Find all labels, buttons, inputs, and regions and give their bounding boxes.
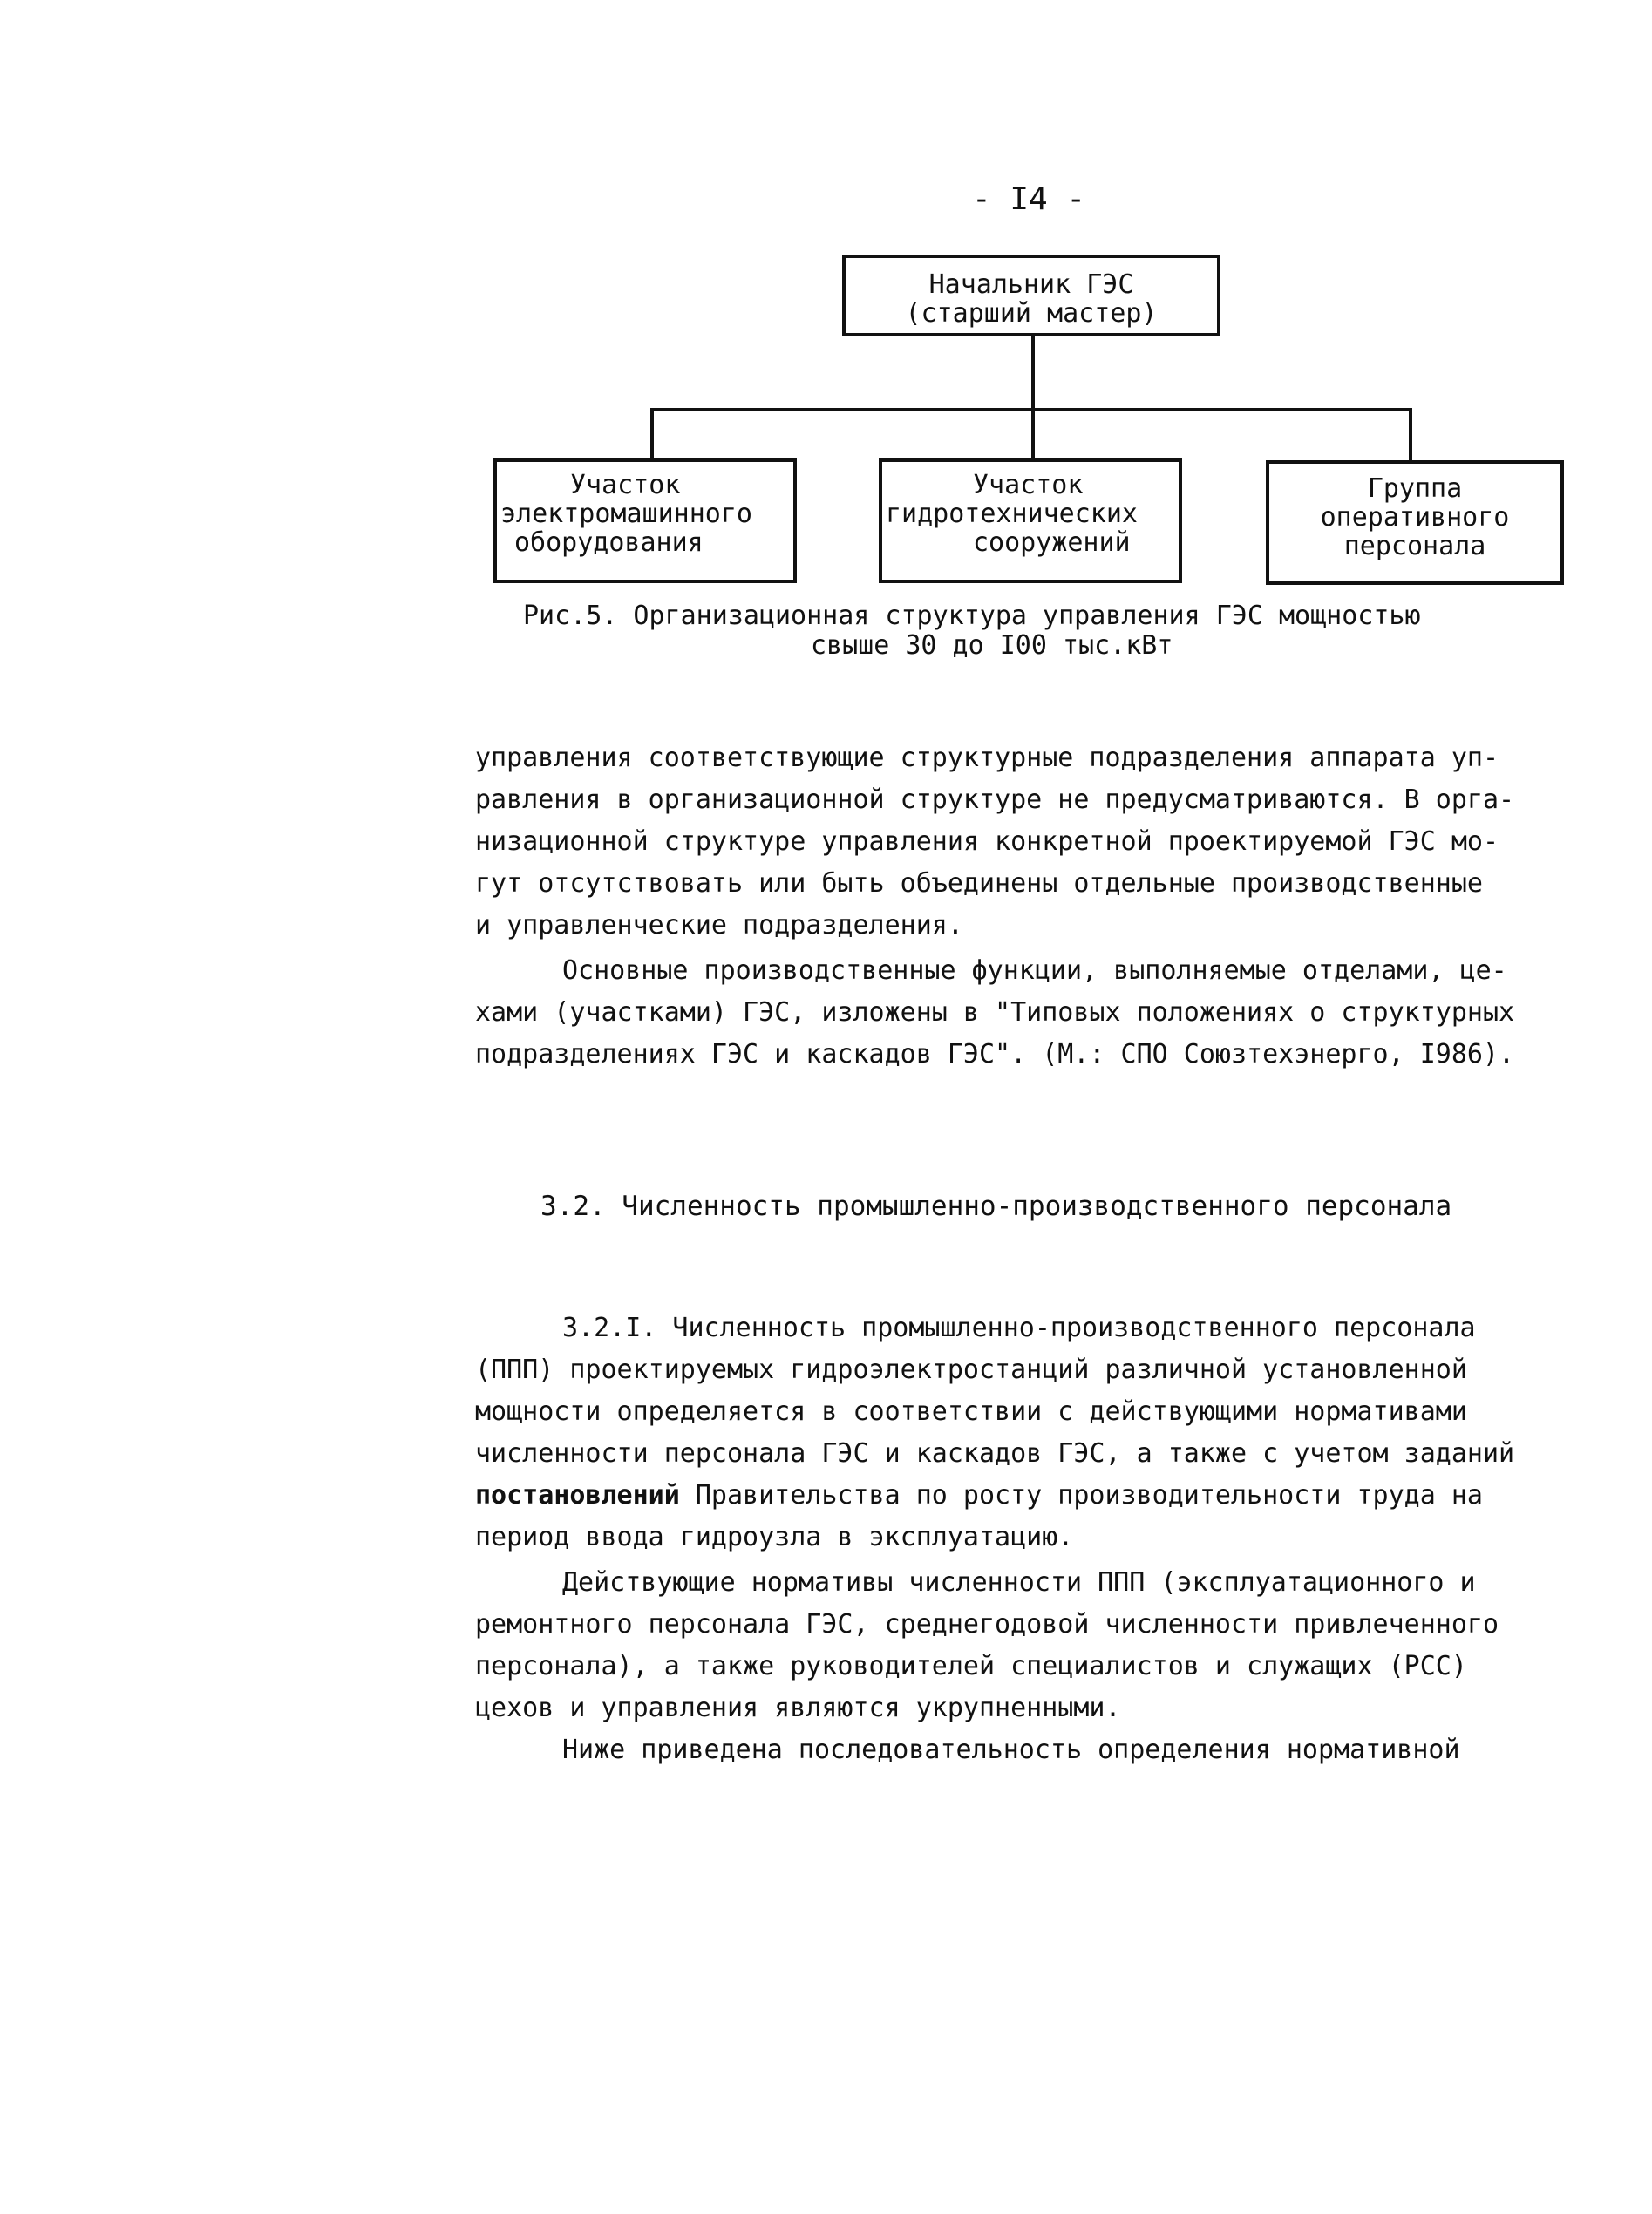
paragraph-1-line: гут отсутствовать или быть объединены отдельные производственные (475, 868, 1483, 899)
paragraph-3 (475, 1307, 1556, 1559)
org-box-hydrotechnical-line3: сооружений (973, 527, 1131, 558)
paragraph-4-line: Действующие нормативы численности ППП (эксплуатационного и (562, 1567, 1476, 1598)
org-box-hydrotechnical (879, 458, 1182, 583)
org-box-hydrotechnical-line2: гидротехнических (886, 499, 1138, 529)
org-box-operational (1266, 460, 1564, 585)
paragraph-2-line: подразделениях ГЭС и каскадов ГЭС". (М.: СПО Союзтехэнерго, I986). (475, 1039, 1515, 1070)
paragraph-1-line: равления в организационной структуре не предусматриваются. В орга- (475, 784, 1515, 815)
paragraph-3-bold-word: постановлений (475, 1480, 680, 1511)
paragraph-2-line: хами (участками) ГЭС, изложены в "Типовых положениях о структурных (475, 997, 1515, 1028)
paragraph-2 (475, 950, 1556, 1076)
paragraph-4-line: цехов и управления являются укрупненными. (475, 1693, 1121, 1723)
paragraph-1 (475, 737, 1556, 947)
paragraph-3-line: 3.2.I. Численность промышленно-производственного персонала (562, 1313, 1476, 1343)
paragraph-5-line: Ниже приведена последовательность определения нормативной (562, 1735, 1460, 1765)
org-box-electromechanical-line3: оборудования (514, 527, 704, 558)
page-number: - I4 - (971, 181, 1086, 217)
paragraph-1-line: управления соответствующие структурные подразделения аппарата уп- (475, 743, 1499, 773)
org-box-electromechanical-line1: Участок (570, 470, 681, 500)
paragraph-2-line: Основные производственные функции, выполняемые отделами, це- (562, 955, 1507, 986)
paragraph-3-line: (ППП) проектируемых гидроэлектростанций различной установленной (475, 1355, 1467, 1385)
paragraph-1-line: низационной структуре управления конкретной проектируемой ГЭС мо- (475, 826, 1499, 857)
org-box-hydrotechnical-line1: Участок (973, 470, 1084, 500)
paragraph-3-line: мощности определяется в соответствии с действующими нормативами (475, 1396, 1467, 1427)
org-box-electromechanical (493, 458, 797, 583)
paragraph-3-line5-rest: Правительства по росту производительности труда на (679, 1480, 1483, 1511)
paragraph-4 (475, 1562, 1556, 1729)
paragraph-3-line: численности персонала ГЭС и каскадов ГЭС, а также с учетом заданий (475, 1438, 1515, 1469)
org-chart-connectors (0, 0, 1652, 697)
org-box-operational-line3: персонала (1343, 531, 1486, 561)
section-heading: 3.2. Численность промышленно-производственного персонала (540, 1191, 1452, 1222)
org-box-operational-line2: оперативного (1320, 502, 1510, 533)
paragraph-3-line (475, 1475, 1556, 1517)
org-box-head-line1: Начальник ГЭС (928, 269, 1134, 300)
figure-caption-line1: Рис.5. Организационная структура управления ГЭС мощностью (523, 601, 1421, 631)
figure-caption-line2: свыше 30 до I00 тыс.кВт (811, 630, 1173, 661)
paragraph-4-line: персонала), а также руководителей специалистов и служащих (РСС) (475, 1651, 1467, 1681)
paragraph-4-line: ремонтного персонала ГЭС, среднегодовой численности привлеченного (475, 1609, 1499, 1640)
figure-caption (523, 601, 1499, 661)
paragraph-5 (475, 1729, 1556, 1771)
org-box-operational-line1: Группа (1367, 473, 1463, 504)
org-box-electromechanical-line2: электромашинного (500, 499, 752, 529)
paragraph-3-line: период ввода гидроузла в эксплуатацию. (475, 1522, 1074, 1552)
org-box-head (842, 255, 1220, 336)
paragraph-1-line: и управленческие подразделения. (475, 910, 963, 941)
org-box-head-line2: (старший мастер) (905, 298, 1158, 329)
